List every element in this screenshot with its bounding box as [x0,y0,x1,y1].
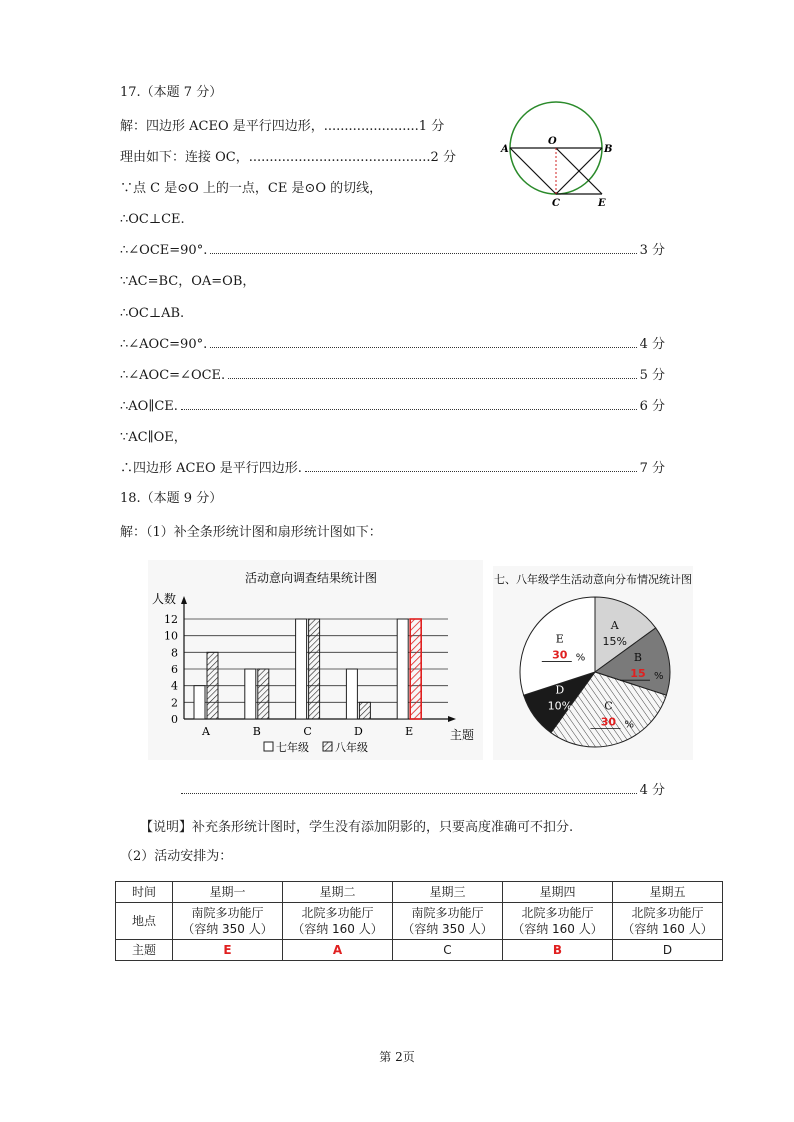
q17-line4: ∴OC⊥CE. [120,212,185,227]
place-capacity: （容纳 160 人） [622,922,713,936]
x-tick-label: D [353,725,363,738]
q18-line2: （2）活动安排为： [120,849,233,864]
q17-heading: 17.（本题 7 分） [120,85,223,100]
label-E: E [598,198,606,209]
table-cell: 星期五 [613,882,723,903]
proof-step: ∴AO∥CE. 6 分 [120,399,665,414]
legend-label-grade7: 七年级 [276,741,309,754]
table-cell: 星期二 [283,882,393,903]
table-cell: 主题 [116,940,173,961]
bar [309,619,320,719]
proof-step: ∴∠AOC=90°. 4 分 [120,337,665,352]
pie-value-label: 10% [547,699,573,713]
pie-category-label: C [604,699,613,713]
q17-line1: 解：四边形 ACEO 是平行四边形，.......................1 分 [120,119,445,134]
pie-value-label: 15 [630,667,646,681]
place-name: 南院多功能厅 [411,906,484,920]
x-tick-label: C [303,725,312,738]
pie-category-label: E [555,632,564,646]
table-row [116,940,723,961]
table-cell [173,903,283,940]
bar [359,702,370,719]
bar [397,619,408,719]
bar [258,669,269,719]
x-tick-label: B [252,725,261,738]
x-tick-label: E [405,725,414,738]
bar [410,619,421,719]
bar-chart-xlabel: 主题 [450,728,475,742]
pie-chart-title: 七、八年级学生活动意向分布情况统计图 [494,573,692,586]
bar [207,652,218,719]
bar [296,619,307,719]
place-capacity: （容纳 350 人） [182,922,273,936]
bar [346,669,357,719]
pie-chart-panel [493,566,693,760]
table-cell: C [393,940,503,961]
y-tick-label: 2 [171,696,178,710]
place-name: 南院多功能厅 [191,906,264,920]
pie-pct-sign: % [575,652,586,664]
bar [245,669,256,719]
y-axis-arrow [181,596,187,604]
q18-line1: 解：（1）补全条形统计图和扇形统计图如下： [120,525,382,540]
table-row [116,882,723,903]
page-footer: 第 2页 [379,1050,415,1064]
place-name: 北院多功能厅 [521,906,594,920]
q18-heading: 18.（本题 9 分） [120,491,223,506]
table-cell: D [613,940,723,961]
q18-score-line: 4 分 [178,782,665,800]
y-tick-label: 0 [171,713,178,726]
label-C: C [552,198,560,209]
table-row [116,903,723,940]
proof-step: ∴∠OCE=90°. 3 分 [120,243,665,258]
place-capacity: （容纳 160 人） [512,922,603,936]
bar [194,686,205,719]
q17-line2: 理由如下：连接 OC，............................................2 分 [120,150,456,165]
y-tick-label: 8 [171,646,178,660]
table-cell: 星期三 [393,882,503,903]
bar-chart-panel [148,560,483,760]
pie-category-label: D [555,683,565,697]
proof-step: ∵AC∥OE， [120,430,187,445]
schedule-table [115,881,723,961]
place-capacity: （容纳 160 人） [292,922,383,936]
pie-value-label: 30 [600,715,617,729]
proof-step: ∴四边形 ACEO 是平行四边形. 7 分 [120,461,665,476]
table-cell [613,903,723,940]
legend-swatch-grade7 [264,742,273,751]
y-tick-label: 10 [164,629,178,643]
proof-step: ∴OC⊥AB. [120,306,185,321]
table-cell: A [283,940,393,961]
bar-chart-legend [264,740,368,754]
q17-line3: ∵点 C 是⊙O 上的一点，CE 是⊙O 的切线， [120,181,383,196]
table-cell: 地点 [116,903,173,940]
q18-note: 【说明】补充条形统计图时，学生没有添加阴影的，只要高度准确可不扣分. [140,820,574,835]
y-tick-label: 4 [171,679,178,693]
bar-chart [148,560,483,760]
pie-category-label: A [610,619,619,633]
table-cell [283,903,393,940]
pie-value-label: 30 [552,648,568,662]
y-tick-label: 6 [171,663,178,676]
pie-value-label: 15% [602,635,627,649]
label-B: B [604,144,613,155]
table-cell: 星期一 [173,882,283,903]
x-tick-label: A [202,725,210,738]
pie-category-label: B [633,651,643,665]
pie-pct-sign: % [624,719,634,731]
place-capacity: （容纳 350 人） [402,922,493,936]
circle-geometry-figure [498,98,616,210]
legend-swatch-grade8 [323,742,332,751]
table-cell: B [503,940,613,961]
proof-step: ∴∠AOC=∠OCE. 5 分 [120,368,665,383]
table-cell: E [173,940,283,961]
label-O: O [548,136,557,147]
place-name: 北院多功能厅 [301,906,374,920]
table-cell: 星期四 [503,882,613,903]
legend-label-grade8: 八年级 [335,741,368,754]
x-axis-arrow [448,716,456,722]
y-tick-label: 12 [164,613,178,626]
table-cell [503,903,613,940]
bar-chart-title: 活动意向调查结果统计图 [245,571,378,585]
proof-step: ∵AC=BC，OA=OB， [120,274,256,289]
table-cell [393,903,503,940]
pie-pct-sign: % [653,671,664,683]
pie-chart [493,566,693,760]
bar-chart-ylabel: 人数 [152,592,177,606]
table-cell: 时间 [116,882,173,903]
label-A: A [501,144,509,155]
place-name: 北院多功能厅 [631,906,704,920]
